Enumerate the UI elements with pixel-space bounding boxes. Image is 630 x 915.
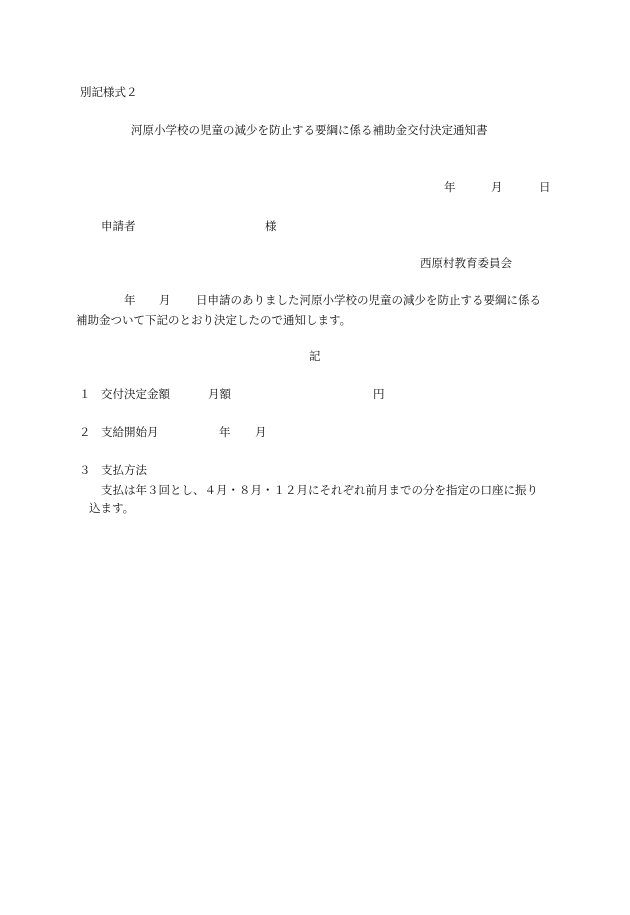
item2-year: 年 — [219, 425, 231, 439]
item2-month: 月 — [255, 425, 267, 439]
body-year: 年 — [124, 293, 136, 307]
item1-number: １ — [79, 387, 91, 401]
item3-line1: 支払は年３回とし、４月・８月・１２月にそれぞれ前月までの分を指定の口座に振り — [101, 483, 538, 497]
item1-yen: 円 — [373, 387, 385, 401]
body-month: 月 — [159, 293, 171, 307]
form-label: 別記様式２ — [80, 85, 138, 99]
date-year: 年 — [444, 180, 456, 194]
item1-label: 交付決定金額 — [101, 387, 170, 401]
date-day: 日 — [539, 180, 551, 194]
item3-number: ３ — [79, 463, 91, 477]
document-title: 河原小学校の児童の減少を防止する要綱に係る補助金交付決定通知書 — [131, 123, 488, 137]
date-month: 月 — [491, 180, 503, 194]
item2-label: 支給開始月 — [101, 425, 159, 439]
ki-heading: 記 — [309, 349, 321, 363]
item3-label: 支払方法 — [101, 463, 147, 477]
applicant-label: 申請者 — [101, 219, 136, 233]
issuer-name: 西原村教育委員会 — [420, 256, 512, 270]
item3-line2: 込ます。 — [89, 501, 135, 515]
item1-unit: 月額 — [208, 387, 231, 401]
body-line1: 日申請のありました河原小学校の児童の減少を防止する要綱に係る — [196, 293, 541, 307]
item2-number: ２ — [79, 425, 91, 439]
applicant-suffix: 様 — [265, 219, 277, 233]
body-line2: 補助金ついて下記のとおり決定したので通知します。 — [76, 313, 352, 327]
